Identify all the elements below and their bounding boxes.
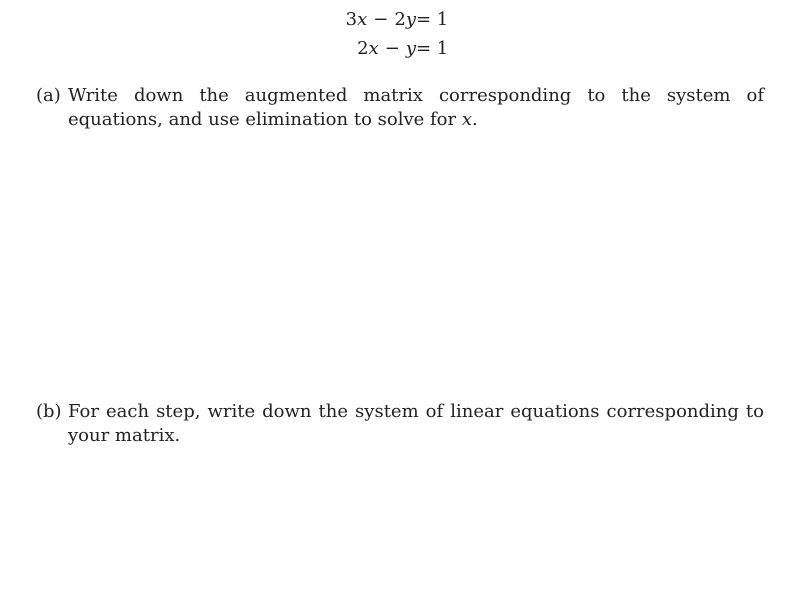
equation-2-var-y: y xyxy=(405,38,416,59)
equation-2-lhs xyxy=(296,37,416,61)
question-b xyxy=(36,400,764,448)
equation-1 xyxy=(0,8,795,32)
question-a-text xyxy=(68,84,764,132)
equation-1-coef-y: 2 xyxy=(394,9,406,30)
question-a-variable: x xyxy=(461,109,472,130)
question-a-text-main: Write down the augmented matrix corresponding to the system of equations, and use elimination to solve for xyxy=(68,85,764,130)
equation-1-lhs xyxy=(296,8,416,32)
equation-1-var-y: y xyxy=(405,9,416,30)
equation-1-operator: − xyxy=(373,9,389,30)
question-b-label: (b) xyxy=(36,401,62,422)
equation-2-operator: − xyxy=(384,38,400,59)
equation-2-var-x: x xyxy=(368,38,379,59)
equation-1-coef-x: 3 xyxy=(345,9,358,30)
question-a xyxy=(36,84,764,132)
equation-2-coef-x: 2 xyxy=(357,38,369,59)
question-b-text: For each step, write down the system of linear equations corresponding to your matrix. xyxy=(68,401,764,446)
question-a-label: (a) xyxy=(36,85,61,106)
question-a-text-end: . xyxy=(471,109,478,130)
equation-2 xyxy=(0,37,795,61)
equation-2-rhs: = 1 xyxy=(416,38,449,59)
equation-1-var-x: x xyxy=(357,9,368,30)
equation-1-rhs: = 1 xyxy=(416,9,449,30)
